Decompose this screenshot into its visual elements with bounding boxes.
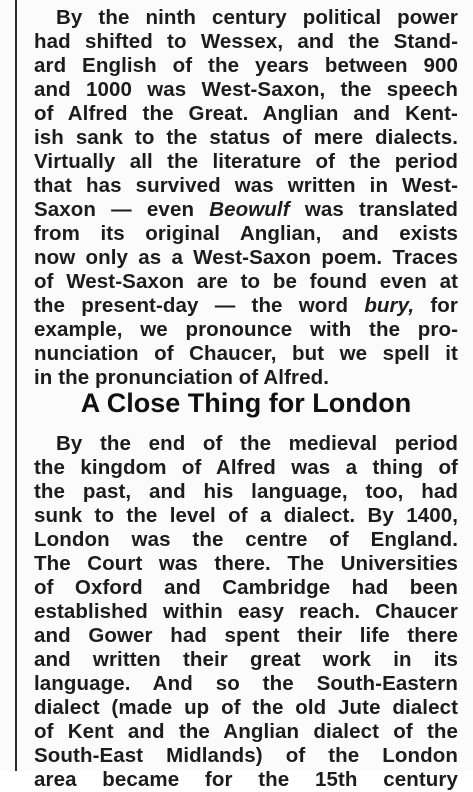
text-line: of Oxford and Cambridge had been	[34, 576, 458, 599]
text-line: in the pronunciation of Alfred.	[34, 366, 330, 389]
text-line: The Court was there. The Universities	[34, 552, 458, 575]
text-line: ish sank to the status of mere dialects.	[34, 126, 458, 149]
italic-word: bury,	[364, 294, 415, 317]
text-line: established within easy reach. Chaucer	[34, 600, 458, 623]
text-line	[34, 293, 458, 318]
text-line: the kingdom of Alfred was a thing of	[34, 456, 458, 479]
text-segment: the present-day — the word	[34, 294, 349, 317]
text-line: and 1000 was West-Saxon, the speech	[34, 78, 458, 101]
section-heading: A Close Thing for London	[80, 388, 412, 418]
text-line: sunk to the level of a dialect. By 1400,	[34, 504, 458, 527]
text-line: from its original Anglian, and exists	[34, 222, 458, 245]
text-line: that has survived was written in West-	[34, 174, 458, 197]
text-line: now only as a West-Saxon poem. Traces	[34, 246, 458, 269]
text-segment: for	[430, 294, 458, 317]
text-line: and written their great work in its	[34, 648, 458, 671]
text-line: Virtually all the literature of the period	[34, 150, 458, 173]
text-line: By the ninth century political power	[56, 6, 458, 29]
text-line: and Gower had spent their life there	[34, 624, 458, 647]
text-line: of Kent and the Anglian dialect of the	[34, 720, 458, 743]
text-line: South-East Midlands) of the London	[34, 744, 458, 767]
text-line: of West-Saxon are to be found even at	[34, 270, 458, 293]
text-line: nunciation of Chaucer, but we spell it	[34, 342, 458, 365]
text-segment: Saxon — even	[34, 198, 195, 221]
text-segment: was translated	[304, 198, 459, 221]
text-line: By the end of the medieval period	[56, 432, 458, 455]
text-line: had shifted to Wessex, and the Stand-	[34, 30, 458, 53]
text-line: language. And so the South-Eastern	[34, 672, 458, 695]
text-line	[34, 197, 458, 222]
text-line: area became for the 15th century	[34, 768, 458, 791]
text-line: of Alfred the Great. Anglian and Kent-	[34, 102, 458, 125]
text-line: ard English of the years between 900	[34, 54, 458, 77]
column-rule	[15, 0, 17, 771]
text-line: the past, and his language, too, had	[34, 480, 458, 503]
italic-title: Beowulf	[209, 198, 290, 221]
text-line: London was the centre of England.	[34, 528, 458, 551]
text-line: example, we pronounce with the pro-	[34, 318, 458, 341]
text-line: dialect (made up of the old Jute dialect	[34, 696, 458, 719]
